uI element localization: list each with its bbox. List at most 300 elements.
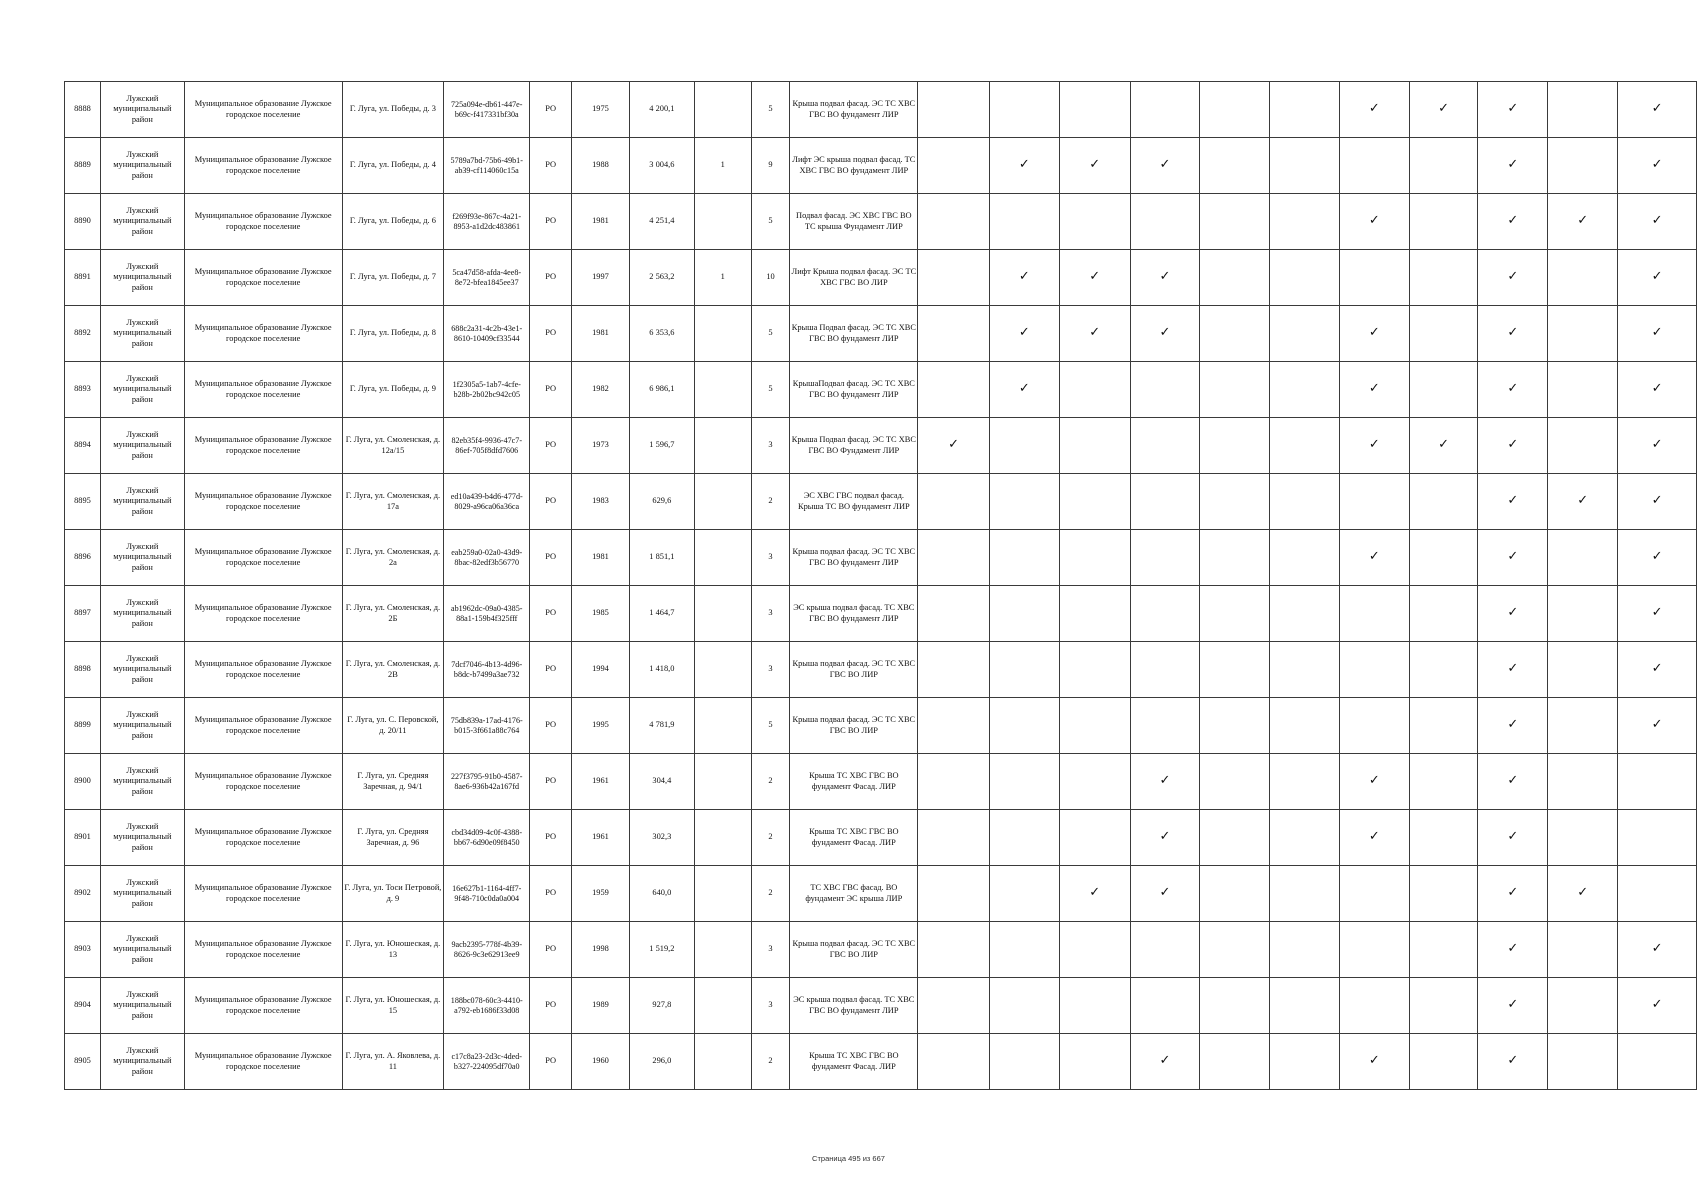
work-type-check-cell [1618, 642, 1697, 698]
guid-cell: cbd34d09-4c0f-4388-bb67-6d90e09f8450 [444, 810, 530, 866]
work-type-check-cell [989, 138, 1059, 194]
municipality-cell: Муниципальное образование Лужское городское поселение [184, 810, 342, 866]
district-cell: Лужский муниципальный район [100, 978, 184, 1034]
work-type-check-cell [1130, 82, 1200, 138]
work-type-check-cell [1270, 530, 1340, 586]
checkmark-icon: ✓ [1089, 325, 1101, 341]
ownership-form-cell: РО [530, 586, 572, 642]
work-type-check-cell [1618, 474, 1697, 530]
ownership-form-cell: РО [530, 978, 572, 1034]
checkmark-icon: ✓ [1018, 381, 1030, 397]
district-cell: Лужский муниципальный район [100, 138, 184, 194]
work-type-check-cell [918, 362, 990, 418]
table-row [65, 362, 1697, 418]
row-number-cell: 8892 [65, 306, 101, 362]
work-type-check-cell [1059, 642, 1130, 698]
row-number-cell: 8903 [65, 922, 101, 978]
work-type-check-cell [989, 418, 1059, 474]
build-year-cell: 1983 [572, 474, 630, 530]
work-type-check-cell [989, 866, 1059, 922]
guid-cell: 82eb35f4-9936-47c7-86ef-705f8dfd7606 [444, 418, 530, 474]
checkmark-icon: ✓ [1577, 493, 1589, 509]
row-number-cell: 8891 [65, 250, 101, 306]
district-cell: Лужский муниципальный район [100, 698, 184, 754]
work-type-check-cell [1059, 306, 1130, 362]
municipality-cell: Муниципальное образование Лужское городское поселение [184, 978, 342, 1034]
work-type-check-cell [1200, 82, 1270, 138]
work-type-check-cell [1059, 138, 1130, 194]
work-type-check-cell [1200, 362, 1270, 418]
work-type-check-cell [1409, 642, 1478, 698]
work-type-check-cell [1548, 698, 1618, 754]
guid-cell: 75db839a-17ad-4176-b015-3f661a88c764 [444, 698, 530, 754]
work-type-check-cell [1478, 810, 1548, 866]
work-type-check-cell [1409, 250, 1478, 306]
address-cell: Г. Луга, ул. Средняя Заречная, д. 96 [342, 810, 444, 866]
work-type-check-cell [1270, 138, 1340, 194]
work-type-check-cell [1548, 250, 1618, 306]
address-cell: Г. Луга, ул. Юношеская, д. 13 [342, 922, 444, 978]
checkmark-icon: ✓ [1651, 101, 1663, 117]
work-type-check-cell [1409, 866, 1478, 922]
work-type-check-cell [1409, 362, 1478, 418]
work-type-check-cell [1059, 698, 1130, 754]
area-cell: 4 251,4 [629, 194, 694, 250]
build-year-cell: 1981 [572, 530, 630, 586]
checkmark-icon: ✓ [1089, 157, 1101, 173]
work-type-check-cell [918, 306, 990, 362]
work-type-check-cell [1130, 474, 1200, 530]
work-type-check-cell [1059, 810, 1130, 866]
work-type-check-cell [1548, 586, 1618, 642]
work-type-check-cell [1339, 306, 1409, 362]
floors-cell: 3 [751, 922, 790, 978]
work-type-check-cell [1339, 1034, 1409, 1090]
row-number-cell: 8904 [65, 978, 101, 1034]
work-type-check-cell [1618, 530, 1697, 586]
work-type-check-cell [1548, 642, 1618, 698]
page-footer: Страница 495 из 667 [812, 1154, 885, 1163]
work-type-check-cell [1130, 138, 1200, 194]
address-cell: Г. Луга, ул. Победы, д. 3 [342, 82, 444, 138]
checkmark-icon: ✓ [1651, 493, 1663, 509]
table-row [65, 418, 1697, 474]
work-type-check-cell [989, 978, 1059, 1034]
checkmark-icon: ✓ [1089, 885, 1101, 901]
work-type-check-cell [989, 250, 1059, 306]
municipality-cell: Муниципальное образование Лужское городское поселение [184, 194, 342, 250]
checkmark-icon: ✓ [1651, 941, 1663, 957]
table-row [65, 82, 1697, 138]
table-row [65, 474, 1697, 530]
guid-cell: 227f3795-91b0-4587-8ae6-936b42a167fd [444, 754, 530, 810]
work-type-check-cell [1409, 922, 1478, 978]
work-type-check-cell [1200, 530, 1270, 586]
work-type-check-cell [989, 474, 1059, 530]
work-type-check-cell [1059, 754, 1130, 810]
ownership-form-cell: РО [530, 922, 572, 978]
work-type-check-cell [1618, 922, 1697, 978]
works-list-cell: Крыша подвал фасад. ЭС ТС ХВС ГВС ВО ЛИР [790, 642, 918, 698]
floors-cell: 3 [751, 642, 790, 698]
table-row [65, 642, 1697, 698]
works-list-cell: Крыша ТС ХВС ГВС ВО фундамент Фасад. ЛИР [790, 1034, 918, 1090]
lifts-count-cell [694, 306, 751, 362]
work-type-check-cell [989, 586, 1059, 642]
work-type-check-cell [1339, 530, 1409, 586]
checkmark-icon: ✓ [1651, 437, 1663, 453]
checkmark-icon: ✓ [1018, 157, 1030, 173]
checkmark-icon: ✓ [1577, 885, 1589, 901]
lifts-count-cell [694, 474, 751, 530]
work-type-check-cell [1618, 138, 1697, 194]
checkmark-icon: ✓ [1159, 829, 1171, 845]
address-cell: Г. Луга, ул. Смоленская, д. 17а [342, 474, 444, 530]
work-type-check-cell [989, 82, 1059, 138]
area-cell: 640,0 [629, 866, 694, 922]
work-type-check-cell [1548, 1034, 1618, 1090]
guid-cell: 9acb2395-778f-4b39-8626-9c3e62913ee9 [444, 922, 530, 978]
work-type-check-cell [1409, 586, 1478, 642]
checkmark-icon: ✓ [1651, 549, 1663, 565]
municipality-cell: Муниципальное образование Лужское городское поселение [184, 866, 342, 922]
work-type-check-cell [1130, 306, 1200, 362]
lifts-count-cell [694, 362, 751, 418]
work-type-check-cell [1200, 810, 1270, 866]
work-type-check-cell [1548, 530, 1618, 586]
works-list-cell: Крыша подвал фасад. ЭС ТС ХВС ГВС ВО ЛИР [790, 698, 918, 754]
row-number-cell: 8894 [65, 418, 101, 474]
floors-cell: 2 [751, 810, 790, 866]
district-cell: Лужский муниципальный район [100, 194, 184, 250]
work-type-check-cell [1548, 866, 1618, 922]
district-cell: Лужский муниципальный район [100, 922, 184, 978]
register-table [64, 81, 1697, 1090]
floors-cell: 3 [751, 978, 790, 1034]
guid-cell: 688c2a31-4c2b-43e1-8610-10409cf33544 [444, 306, 530, 362]
municipality-cell: Муниципальное образование Лужское городское поселение [184, 82, 342, 138]
checkmark-icon: ✓ [1507, 549, 1519, 565]
work-type-check-cell [1200, 194, 1270, 250]
floors-cell: 5 [751, 82, 790, 138]
work-type-check-cell [1618, 754, 1697, 810]
guid-cell: 188bc078-60c3-4410-a792-eb1686f33d08 [444, 978, 530, 1034]
work-type-check-cell [1130, 530, 1200, 586]
table-row [65, 866, 1697, 922]
guid-cell: c17c8a23-2d3c-4ded-b327-224095df70a0 [444, 1034, 530, 1090]
checkmark-icon: ✓ [1159, 325, 1171, 341]
checkmark-icon: ✓ [1368, 101, 1380, 117]
district-cell: Лужский муниципальный район [100, 474, 184, 530]
guid-cell: 5789a7bd-75b6-49b1-ab39-cf114060c15a [444, 138, 530, 194]
work-type-check-cell [1478, 754, 1548, 810]
work-type-check-cell [1339, 474, 1409, 530]
work-type-check-cell [1270, 474, 1340, 530]
checkmark-icon: ✓ [1159, 1053, 1171, 1069]
work-type-check-cell [1270, 866, 1340, 922]
guid-cell: f269f93e-867c-4a21-8953-a1d2dc483861 [444, 194, 530, 250]
work-type-check-cell [1270, 306, 1340, 362]
work-type-check-cell [1200, 418, 1270, 474]
area-cell: 296,0 [629, 1034, 694, 1090]
address-cell: Г. Луга, ул. Смоленская, д. 2а [342, 530, 444, 586]
work-type-check-cell [1200, 642, 1270, 698]
work-type-check-cell [1618, 306, 1697, 362]
work-type-check-cell [1478, 586, 1548, 642]
work-type-check-cell [1409, 1034, 1478, 1090]
work-type-check-cell [1270, 194, 1340, 250]
work-type-check-cell [989, 362, 1059, 418]
address-cell: Г. Луга, ул. Юношеская, д. 15 [342, 978, 444, 1034]
work-type-check-cell [1339, 642, 1409, 698]
district-cell: Лужский муниципальный район [100, 1034, 184, 1090]
work-type-check-cell [1409, 754, 1478, 810]
work-type-check-cell [1409, 194, 1478, 250]
lifts-count-cell [694, 194, 751, 250]
address-cell: Г. Луга, ул. Смоленская, д. 2Б [342, 586, 444, 642]
ownership-form-cell: РО [530, 1034, 572, 1090]
area-cell: 1 596,7 [629, 418, 694, 474]
work-type-check-cell [989, 754, 1059, 810]
floors-cell: 3 [751, 418, 790, 474]
work-type-check-cell [1200, 474, 1270, 530]
work-type-check-cell [1409, 810, 1478, 866]
lifts-count-cell [694, 82, 751, 138]
work-type-check-cell [1339, 698, 1409, 754]
lifts-count-cell [694, 530, 751, 586]
checkmark-icon: ✓ [1159, 269, 1171, 285]
work-type-check-cell [918, 586, 990, 642]
checkmark-icon: ✓ [1368, 437, 1380, 453]
build-year-cell: 1973 [572, 418, 630, 474]
works-list-cell: Крыша Подвал фасад. ЭС ТС ХВС ГВС ВО фундамент ЛИР [790, 306, 918, 362]
area-cell: 1 418,0 [629, 642, 694, 698]
row-number-cell: 8893 [65, 362, 101, 418]
work-type-check-cell [1270, 418, 1340, 474]
register-table-body [65, 82, 1697, 1090]
work-type-check-cell [1618, 418, 1697, 474]
checkmark-icon: ✓ [1438, 437, 1450, 453]
area-cell: 3 004,6 [629, 138, 694, 194]
lifts-count-cell [694, 642, 751, 698]
area-cell: 927,8 [629, 978, 694, 1034]
work-type-check-cell [1548, 754, 1618, 810]
checkmark-icon: ✓ [1368, 549, 1380, 565]
checkmark-icon: ✓ [1368, 381, 1380, 397]
guid-cell: ed10a439-b4d6-477d-8029-a96ca06a36ca [444, 474, 530, 530]
work-type-check-cell [1339, 810, 1409, 866]
ownership-form-cell: РО [530, 642, 572, 698]
work-type-check-cell [989, 698, 1059, 754]
work-type-check-cell [1270, 1034, 1340, 1090]
table-row [65, 250, 1697, 306]
area-cell: 302,3 [629, 810, 694, 866]
work-type-check-cell [1130, 754, 1200, 810]
row-number-cell: 8888 [65, 82, 101, 138]
checkmark-icon: ✓ [1651, 661, 1663, 677]
table-row [65, 978, 1697, 1034]
table-row [65, 194, 1697, 250]
table-row [65, 698, 1697, 754]
district-cell: Лужский муниципальный район [100, 810, 184, 866]
work-type-check-cell [1130, 922, 1200, 978]
checkmark-icon: ✓ [1368, 829, 1380, 845]
row-number-cell: 8897 [65, 586, 101, 642]
guid-cell: 1f2305a5-1ab7-4cfe-b28b-2b02bc942c05 [444, 362, 530, 418]
municipality-cell: Муниципальное образование Лужское городское поселение [184, 250, 342, 306]
work-type-check-cell [1059, 586, 1130, 642]
work-type-check-cell [1478, 978, 1548, 1034]
guid-cell: 16e627b1-1164-4ff7-9f48-710c0da0a004 [444, 866, 530, 922]
district-cell: Лужский муниципальный район [100, 306, 184, 362]
floors-cell: 2 [751, 866, 790, 922]
municipality-cell: Муниципальное образование Лужское городское поселение [184, 1034, 342, 1090]
build-year-cell: 1975 [572, 82, 630, 138]
district-cell: Лужский муниципальный район [100, 642, 184, 698]
ownership-form-cell: РО [530, 810, 572, 866]
work-type-check-cell [1478, 418, 1548, 474]
work-type-check-cell [1059, 250, 1130, 306]
work-type-check-cell [918, 530, 990, 586]
area-cell: 629,6 [629, 474, 694, 530]
checkmark-icon: ✓ [1651, 997, 1663, 1013]
checkmark-icon: ✓ [1159, 773, 1171, 789]
work-type-check-cell [1339, 362, 1409, 418]
work-type-check-cell [1478, 1034, 1548, 1090]
work-type-check-cell [1618, 1034, 1697, 1090]
checkmark-icon: ✓ [1651, 717, 1663, 733]
checkmark-icon: ✓ [1438, 101, 1450, 117]
build-year-cell: 1981 [572, 194, 630, 250]
work-type-check-cell [1200, 754, 1270, 810]
lifts-count-cell: 1 [694, 138, 751, 194]
work-type-check-cell [989, 194, 1059, 250]
works-list-cell: ЭС ХВС ГВС подвал фасад. Крыша ТС ВО фундамент ЛИР [790, 474, 918, 530]
build-year-cell: 1961 [572, 810, 630, 866]
work-type-check-cell [1618, 250, 1697, 306]
ownership-form-cell: РО [530, 866, 572, 922]
address-cell: Г. Луга, ул. Победы, д. 6 [342, 194, 444, 250]
work-type-check-cell [1339, 866, 1409, 922]
work-type-check-cell [1478, 362, 1548, 418]
checkmark-icon: ✓ [1577, 213, 1589, 229]
floors-cell: 3 [751, 586, 790, 642]
checkmark-icon: ✓ [1507, 829, 1519, 845]
lifts-count-cell [694, 418, 751, 474]
works-list-cell: Лифт ЭС крыша подвал фасад. ТС ХВС ГВС ВО фундамент ЛИР [790, 138, 918, 194]
checkmark-icon: ✓ [1018, 325, 1030, 341]
row-number-cell: 8902 [65, 866, 101, 922]
work-type-check-cell [1200, 866, 1270, 922]
municipality-cell: Муниципальное образование Лужское городское поселение [184, 530, 342, 586]
area-cell: 4 200,1 [629, 82, 694, 138]
work-type-check-cell [918, 922, 990, 978]
area-cell: 4 781,9 [629, 698, 694, 754]
checkmark-icon: ✓ [1507, 885, 1519, 901]
work-type-check-cell [1618, 194, 1697, 250]
district-cell: Лужский муниципальный район [100, 82, 184, 138]
work-type-check-cell [1059, 362, 1130, 418]
work-type-check-cell [1200, 1034, 1270, 1090]
work-type-check-cell [1059, 474, 1130, 530]
works-list-cell: КрышаПодвал фасад. ЭС ТС ХВС ГВС ВО фундамент ЛИР [790, 362, 918, 418]
work-type-check-cell [1059, 82, 1130, 138]
work-type-check-cell [1548, 82, 1618, 138]
checkmark-icon: ✓ [1507, 213, 1519, 229]
row-number-cell: 8890 [65, 194, 101, 250]
checkmark-icon: ✓ [1651, 381, 1663, 397]
build-year-cell: 1985 [572, 586, 630, 642]
work-type-check-cell [1339, 922, 1409, 978]
ownership-form-cell: РО [530, 362, 572, 418]
work-type-check-cell [1478, 866, 1548, 922]
guid-cell: 7dcf7046-4b13-4d96-b8dc-b7499a3ae732 [444, 642, 530, 698]
checkmark-icon: ✓ [1089, 269, 1101, 285]
ownership-form-cell: РО [530, 82, 572, 138]
district-cell: Лужский муниципальный район [100, 530, 184, 586]
area-cell: 1 519,2 [629, 922, 694, 978]
work-type-check-cell [918, 194, 990, 250]
area-cell: 1 851,1 [629, 530, 694, 586]
work-type-check-cell [1618, 810, 1697, 866]
floors-cell: 2 [751, 1034, 790, 1090]
work-type-check-cell [918, 1034, 990, 1090]
address-cell: Г. Луга, ул. Смоленская, д. 2В [342, 642, 444, 698]
work-type-check-cell [1200, 922, 1270, 978]
build-year-cell: 1959 [572, 866, 630, 922]
work-type-check-cell [1618, 586, 1697, 642]
floors-cell: 9 [751, 138, 790, 194]
work-type-check-cell [1478, 194, 1548, 250]
row-number-cell: 8900 [65, 754, 101, 810]
work-type-check-cell [1618, 82, 1697, 138]
work-type-check-cell [1200, 586, 1270, 642]
work-type-check-cell [1409, 418, 1478, 474]
work-type-check-cell [1548, 362, 1618, 418]
work-type-check-cell [1548, 418, 1618, 474]
work-type-check-cell [1270, 754, 1340, 810]
address-cell: Г. Луга, ул. Победы, д. 7 [342, 250, 444, 306]
area-cell: 2 563,2 [629, 250, 694, 306]
works-list-cell: Лифт Крыша подвал фасад. ЭС ТС ХВС ГВС ВО ЛИР [790, 250, 918, 306]
row-number-cell: 8905 [65, 1034, 101, 1090]
work-type-check-cell [1618, 978, 1697, 1034]
work-type-check-cell [989, 922, 1059, 978]
area-cell: 6 986,1 [629, 362, 694, 418]
work-type-check-cell [1478, 642, 1548, 698]
district-cell: Лужский муниципальный район [100, 586, 184, 642]
work-type-check-cell [1339, 194, 1409, 250]
work-type-check-cell [1409, 306, 1478, 362]
work-type-check-cell [1130, 362, 1200, 418]
work-type-check-cell [1548, 194, 1618, 250]
work-type-check-cell [1130, 698, 1200, 754]
works-list-cell: ЭС крыша подвал фасад. ТС ХВС ГВС ВО фундамент ЛИР [790, 978, 918, 1034]
area-cell: 1 464,7 [629, 586, 694, 642]
work-type-check-cell [1059, 194, 1130, 250]
work-type-check-cell [1270, 250, 1340, 306]
works-list-cell: Крыша подвал фасад. ЭС ТС ХВС ГВС ВО фундамент ЛИР [790, 82, 918, 138]
work-type-check-cell [1409, 82, 1478, 138]
work-type-check-cell [918, 978, 990, 1034]
work-type-check-cell [1548, 978, 1618, 1034]
work-type-check-cell [1200, 138, 1270, 194]
work-type-check-cell [1339, 978, 1409, 1034]
floors-cell: 2 [751, 474, 790, 530]
work-type-check-cell [1270, 362, 1340, 418]
work-type-check-cell [1409, 698, 1478, 754]
floors-cell: 5 [751, 362, 790, 418]
